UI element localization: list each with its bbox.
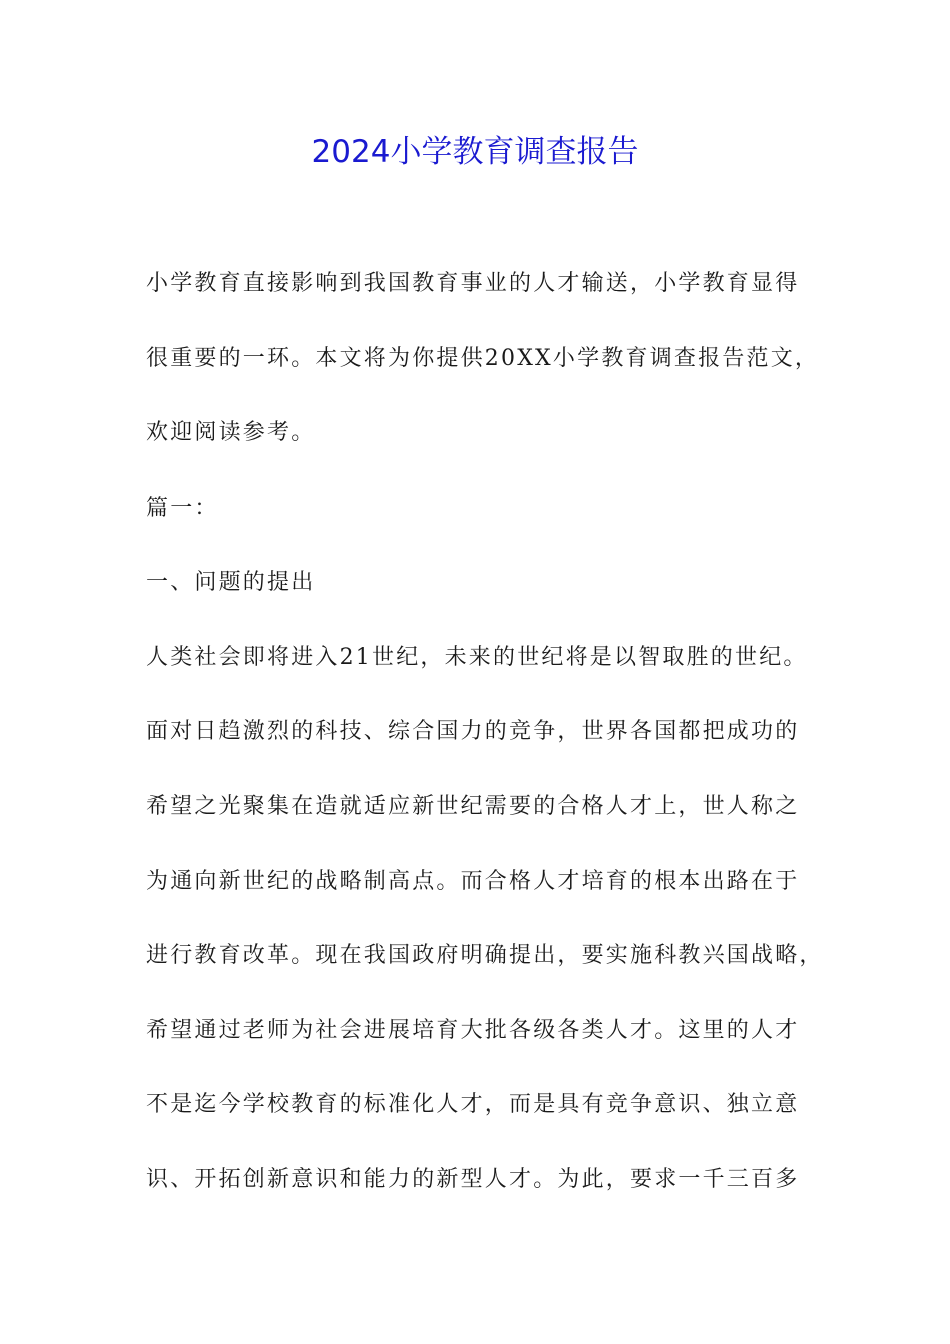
paragraph-line: 不是迄今学校教育的标准化人才，而是具有竞争意识、独立意 xyxy=(146,1092,800,1117)
paragraph-line: 识、开拓创新意识和能力的新型人才。为此，要求一千三百多 xyxy=(146,1167,800,1192)
paragraph-line: 希望通过老师为社会进展培育大批各级各类人才。这里的人才 xyxy=(146,1018,800,1043)
paragraph-line: 很重要的一环。本文将为你提供20XX小学教育调查报告范文， xyxy=(146,346,820,371)
paragraph-line: 进行教育改革。现在我国政府明确提出，要实施科教兴国战略， xyxy=(146,943,824,968)
paragraph-line: 欢迎阅读参考。 xyxy=(146,420,316,445)
paragraph-line: 为通向新世纪的战略制高点。而合格人才培育的根本出路在于 xyxy=(146,869,800,894)
paragraph-line: 面对日趋激烈的科技、综合国力的竞争，世界各国都把成功的 xyxy=(146,719,800,744)
section-heading: 篇一： xyxy=(146,496,219,521)
paragraph-line: 小学教育直接影响到我国教育事业的人才输送，小学教育显得 xyxy=(146,271,800,296)
paragraph-line: 希望之光聚集在造就适应新世纪需要的合格人才上，世人称之 xyxy=(146,794,800,819)
section-heading: 一、问题的提出 xyxy=(146,570,316,595)
paragraph-line: 人类社会即将进入21世纪，未来的世纪将是以智取胜的世纪。 xyxy=(146,645,808,670)
document-title: 2024小学教育调查报告 xyxy=(311,134,639,170)
